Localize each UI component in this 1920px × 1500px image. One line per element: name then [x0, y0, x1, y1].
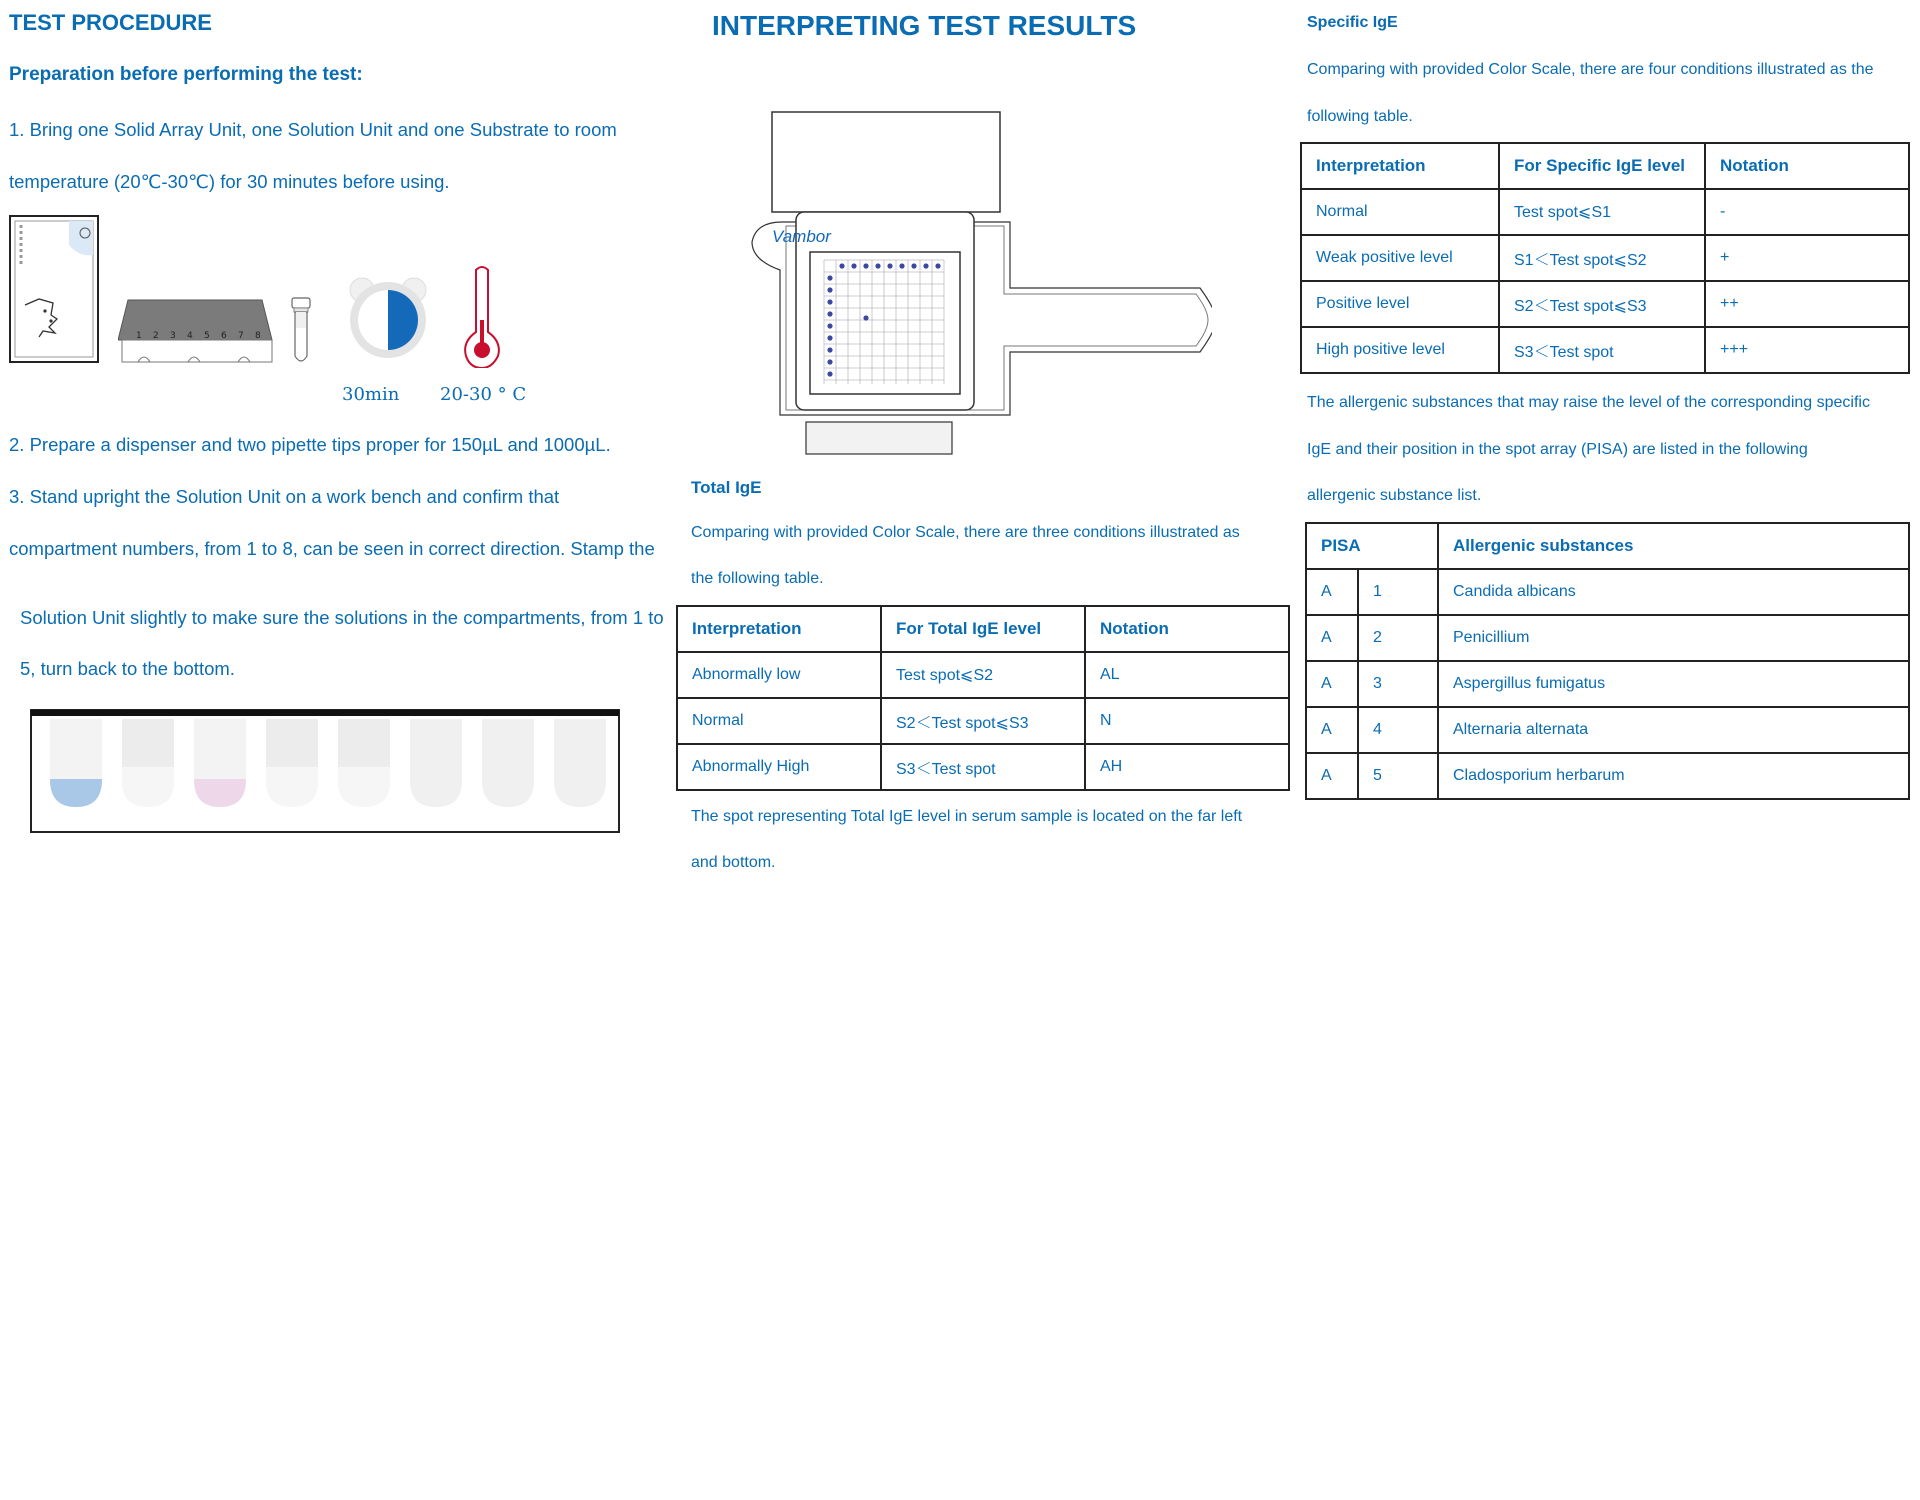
table-header-row [1306, 523, 1909, 569]
specific-ige-heading: Specific IgE [1307, 14, 1398, 31]
table-header-cell: Notation [1085, 606, 1289, 652]
solution-unit-icon [118, 298, 274, 368]
table-cell: Normal [1301, 189, 1499, 235]
step3-line2: compartment numbers, from 1 to 8, can be seen in correct direction. Stamp the [9, 538, 655, 559]
total-footer-line1: The spot representing Total IgE level in serum sample is located on the far left [691, 808, 1243, 825]
interpreting-title: INTERPRETING TEST RESULTS [712, 10, 1137, 41]
specific-ige-table [1300, 142, 1910, 374]
test-procedure-title: TEST PROCEDURE [9, 10, 212, 35]
table-cell: Alternaria alternata [1438, 707, 1909, 753]
table-cell: + [1705, 235, 1909, 281]
table-cell: S1＜Test spot⩽S2 [1499, 235, 1705, 281]
table-row [1306, 707, 1909, 753]
svg-text:8: 8 [255, 331, 261, 341]
table-cell: S2＜Test spot⩽S3 [881, 698, 1085, 744]
table-header-cell: Interpretation [677, 606, 881, 652]
time-caption: 30min [342, 384, 400, 405]
svg-text:7: 7 [238, 331, 244, 341]
table-cell: Abnormally High [677, 744, 881, 790]
table-row [1306, 661, 1909, 707]
alarm-clock-icon [344, 274, 432, 360]
table-header-cell: Allergenic substances [1438, 523, 1909, 569]
table-row [1301, 189, 1909, 235]
table-cell: Aspergillus fumigatus [1438, 661, 1909, 707]
svg-text:6: 6 [221, 331, 227, 341]
table-row [677, 698, 1289, 744]
table-row [677, 652, 1289, 698]
table-cell: S3＜Test spot [1499, 327, 1705, 373]
table-cell: - [1705, 189, 1909, 235]
table-cell: Weak positive level [1301, 235, 1499, 281]
table-row [1301, 235, 1909, 281]
table-cell: High positive level [1301, 327, 1499, 373]
table-cell: Test spot⩽S1 [1499, 189, 1705, 235]
svg-text:1: 1 [136, 331, 142, 341]
svg-text:2: 2 [153, 331, 159, 341]
substrate-tube-icon [290, 296, 314, 368]
table-row [1306, 753, 1909, 799]
table-header-cell: For Total IgE level [881, 606, 1085, 652]
step2-text: 2. Prepare a dispenser and two pipette tips proper for 150µL and 1000µL. [9, 434, 611, 455]
table-header-cell: Notation [1705, 143, 1909, 189]
table-cell: A [1306, 569, 1358, 615]
table-cell: ++ [1705, 281, 1909, 327]
table-header-cell: PISA [1306, 523, 1438, 569]
svg-text:3: 3 [170, 331, 176, 341]
table-row [1301, 327, 1909, 373]
table-cell: AH [1085, 744, 1289, 790]
table-cell: A [1306, 753, 1358, 799]
table-cell: 5 [1358, 753, 1438, 799]
table-cell: S2＜Test spot⩽S3 [1499, 281, 1705, 327]
table-header-cell: Interpretation [1301, 143, 1499, 189]
total-desc-line2: the following table. [691, 570, 824, 587]
table-cell: S3＜Test spot [881, 744, 1085, 790]
specific-desc-line2: following table. [1307, 108, 1413, 125]
solid-array-device-illustration [750, 110, 1212, 455]
table-cell: Abnormally low [677, 652, 881, 698]
table-cell: Test spot⩽S2 [881, 652, 1085, 698]
total-footer-line2: and bottom. [691, 854, 776, 871]
table-row [1301, 281, 1909, 327]
step1-line2: temperature (20℃-30℃) for 30 minutes before using. [9, 171, 450, 192]
pisa-table [1305, 522, 1910, 800]
svg-text:4: 4 [187, 331, 193, 341]
allergen-desc-line1: The allergenic substances that may raise the level of the corresponding specific [1307, 394, 1870, 411]
total-ige-table [676, 605, 1290, 791]
step3-line4: 5, turn back to the bottom. [20, 658, 235, 679]
table-cell: Penicillium [1438, 615, 1909, 661]
table-cell: AL [1085, 652, 1289, 698]
specific-desc-line1: Comparing with provided Color Scale, there are four conditions illustrated as the [1307, 61, 1874, 78]
table-cell: 3 [1358, 661, 1438, 707]
table-cell: A [1306, 707, 1358, 753]
table-header-cell: For Specific IgE level [1499, 143, 1705, 189]
svg-text:5: 5 [204, 331, 210, 341]
table-cell: Normal [677, 698, 881, 744]
table-cell: 4 [1358, 707, 1438, 753]
thermometer-icon [458, 264, 506, 368]
temp-caption: 20-30 ° C [440, 384, 527, 405]
table-cell: 1 [1358, 569, 1438, 615]
total-ige-heading: Total IgE [691, 478, 762, 497]
table-cell: A [1306, 661, 1358, 707]
allergen-desc-line2: IgE and their position in the spot array (PISA) are listed in the following [1307, 441, 1808, 458]
table-row [677, 744, 1289, 790]
table-cell: Candida albicans [1438, 569, 1909, 615]
table-cell: 2 [1358, 615, 1438, 661]
table-cell: A [1306, 615, 1358, 661]
table-cell: +++ [1705, 327, 1909, 373]
table-header-row [1301, 143, 1909, 189]
step3-line1: 3. Stand upright the Solution Unit on a work bench and confirm that [9, 486, 560, 507]
table-row [1306, 569, 1909, 615]
solid-array-unit-icon [9, 215, 101, 365]
table-row [1306, 615, 1909, 661]
device-brand: Vambor [772, 227, 831, 246]
table-header-row [677, 606, 1289, 652]
table-cell: Cladosporium herbarum [1438, 753, 1909, 799]
step1-line1: 1. Bring one Solid Array Unit, one Solution Unit and one Substrate to room [9, 119, 617, 140]
table-cell: Positive level [1301, 281, 1499, 327]
total-desc-line1: Comparing with provided Color Scale, there are three conditions illustrated as [691, 524, 1240, 541]
prep-heading: Preparation before performing the test: [9, 64, 363, 85]
solution-compartments-illustration [30, 709, 622, 835]
step3-line3: Solution Unit slightly to make sure the solutions in the compartments, from 1 to [20, 607, 664, 628]
allergen-desc-line3: allergenic substance list. [1307, 487, 1482, 504]
table-cell: N [1085, 698, 1289, 744]
